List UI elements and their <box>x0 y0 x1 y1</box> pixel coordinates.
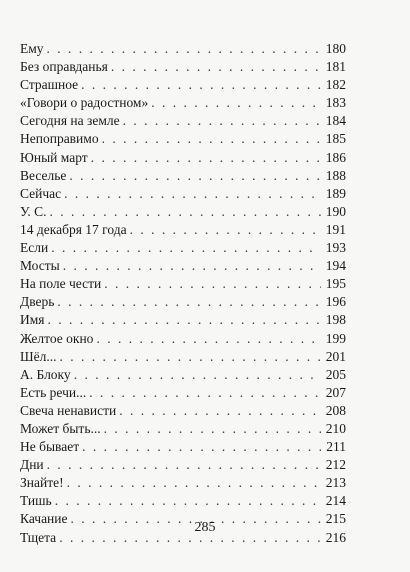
toc-entry-page: 207 <box>325 384 346 400</box>
toc-entry-page: 211 <box>326 439 346 455</box>
toc-dot-leader <box>55 492 321 510</box>
toc-entry-title: Может быть... <box>20 420 101 436</box>
toc-dot-leader <box>57 293 321 311</box>
toc-entry-title: Свеча ненависти <box>20 402 117 418</box>
toc-entry <box>20 112 346 130</box>
toc-entry <box>20 348 346 366</box>
toc-entry-page: 188 <box>325 167 346 183</box>
toc-dot-leader <box>82 438 321 456</box>
toc-dot-leader <box>74 366 321 384</box>
toc-entry <box>20 76 346 94</box>
toc-entry-title: 14 декабря 17 года <box>20 221 127 237</box>
toc-entry <box>20 438 346 456</box>
toc-entry-page: 193 <box>325 240 346 256</box>
toc-entry <box>20 203 346 221</box>
toc-dot-leader <box>48 311 321 329</box>
toc-entry <box>20 167 346 185</box>
toc-entry-page: 185 <box>325 131 346 147</box>
toc-entry-page: 216 <box>325 529 346 545</box>
toc-dot-leader <box>104 275 321 293</box>
toc-dot-leader <box>151 94 321 112</box>
toc-entry-page: 199 <box>325 330 346 346</box>
toc-entry <box>20 384 346 402</box>
toc-entry-title: Есть речи... <box>20 384 87 400</box>
toc-entry <box>20 402 346 420</box>
toc-entry-title: Сейчас <box>20 185 62 201</box>
toc-dot-leader <box>50 203 322 221</box>
toc-entry-page: 183 <box>325 95 346 111</box>
toc-entry-title: На поле чести <box>20 276 102 292</box>
toc-entry-title: Мосты <box>20 258 60 274</box>
toc-entry-page: 208 <box>325 402 346 418</box>
toc-entry-page: 190 <box>325 203 346 219</box>
toc-entry-page: 196 <box>325 294 346 310</box>
toc-entry-page: 215 <box>325 511 346 527</box>
toc-entry-title: Шёл... <box>20 348 57 364</box>
toc-dot-leader <box>104 420 321 438</box>
toc-dot-leader <box>123 112 321 130</box>
toc-entry <box>20 293 346 311</box>
toc-entry <box>20 474 346 492</box>
toc-dot-leader <box>91 149 321 167</box>
toc-dot-leader <box>119 402 321 420</box>
toc-dot-leader <box>130 221 321 239</box>
table-of-contents <box>20 40 346 547</box>
toc-entry-title: А. Блоку <box>20 366 71 382</box>
toc-entry-page: 213 <box>325 475 346 491</box>
toc-entry-page: 186 <box>325 149 346 165</box>
toc-entry <box>20 221 346 239</box>
toc-entry-title: «Говори о радостном» <box>20 95 149 111</box>
toc-entry-page: 182 <box>325 77 346 93</box>
toc-entry-page: 194 <box>325 258 346 274</box>
toc-entry-page: 189 <box>325 185 346 201</box>
toc-entry <box>20 239 346 257</box>
toc-dot-leader <box>111 58 321 76</box>
toc-entry <box>20 257 346 275</box>
toc-entry-page: 191 <box>325 221 346 237</box>
toc-entry-title: Дверь <box>20 294 55 310</box>
toc-entry <box>20 275 346 293</box>
toc-entry <box>20 130 346 148</box>
toc-dot-leader <box>67 474 321 492</box>
toc-dot-leader <box>69 167 321 185</box>
toc-entry-title: Желтое окно <box>20 330 94 346</box>
toc-dot-leader <box>81 76 321 94</box>
toc-entry <box>20 420 346 438</box>
toc-dot-leader <box>96 330 321 348</box>
toc-entry-title: Юный март <box>20 149 88 165</box>
toc-entry-page: 180 <box>325 41 346 56</box>
toc-entry <box>20 185 346 203</box>
toc-entry <box>20 311 346 329</box>
toc-entry-title: У. С. <box>20 203 47 219</box>
toc-entry <box>20 492 346 510</box>
toc-entry-title: Тишь <box>20 493 52 509</box>
toc-entry-title: Веселье <box>20 167 67 183</box>
toc-entry-page: 181 <box>325 59 346 75</box>
toc-entry-title: Тщета <box>20 529 57 545</box>
toc-entry-title: Если <box>20 240 49 256</box>
toc-entry <box>20 456 346 474</box>
toc-entry-title: Без оправданья <box>20 59 108 75</box>
toc-entry-title: Страшное <box>20 77 79 93</box>
toc-entry-page: 210 <box>325 420 346 436</box>
toc-entry-title: Ему <box>20 41 44 56</box>
toc-entry-title: Сегодня на земле <box>20 113 120 129</box>
toc-dot-leader <box>89 384 321 402</box>
toc-dot-leader <box>59 348 321 366</box>
toc-entry-page: 198 <box>325 312 346 328</box>
toc-entry-page: 184 <box>325 113 346 129</box>
toc-dot-leader <box>47 456 321 474</box>
toc-entry-title: Имя <box>20 312 45 328</box>
toc-entry-page: 212 <box>325 457 346 473</box>
toc-entry-title: Непоправимо <box>20 131 99 147</box>
toc-entry <box>20 58 346 76</box>
toc-dot-leader <box>63 257 321 275</box>
toc-entry-title: Дни <box>20 457 44 473</box>
toc-entry-page: 205 <box>325 366 346 382</box>
toc-entry <box>20 330 346 348</box>
toc-dot-leader <box>102 130 321 148</box>
toc-dot-leader <box>64 185 321 203</box>
toc-entry <box>20 40 346 58</box>
toc-entry-page: 214 <box>325 493 346 509</box>
toc-entry-title: Знайте! <box>20 475 64 491</box>
toc-entry-title: Качание <box>20 511 68 527</box>
toc-dot-leader <box>47 40 321 58</box>
toc-entry <box>20 94 346 112</box>
toc-entry <box>20 366 346 384</box>
toc-entry <box>20 149 346 167</box>
page-number: 285 <box>194 520 216 535</box>
toc-dot-leader <box>51 239 321 257</box>
toc-entry-title: Не бывает <box>20 439 80 455</box>
toc-entry-page: 195 <box>325 276 346 292</box>
toc-entry-page: 201 <box>325 348 346 364</box>
